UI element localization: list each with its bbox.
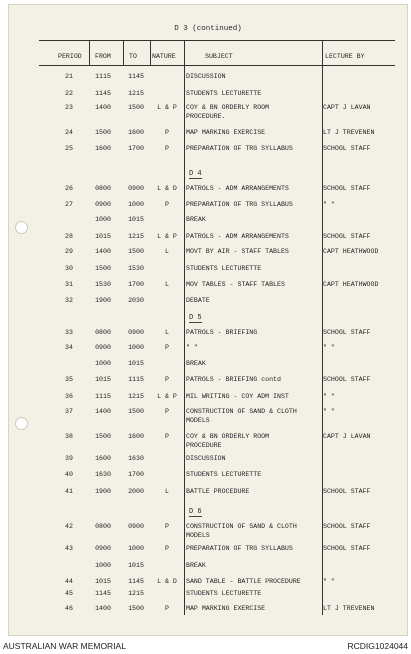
to-cell: 1215 xyxy=(128,393,144,400)
to-cell: 1215 xyxy=(128,590,144,597)
nature-cell: L xyxy=(165,281,169,288)
nature-cell: L & D xyxy=(157,185,177,192)
table-row xyxy=(9,471,407,483)
col-header-nature: NATURE xyxy=(152,53,176,60)
top-rule xyxy=(39,40,395,41)
table-row xyxy=(9,605,407,617)
lecture-by-cell: SCHOOL STAFF xyxy=(323,523,371,530)
col-header-from: FROM xyxy=(95,53,111,60)
to-cell: 1630 xyxy=(128,455,144,462)
lecture-by-cell: CAPT J LAVAN xyxy=(323,104,371,111)
to-cell: 1015 xyxy=(128,562,144,569)
to-cell: 1500 xyxy=(128,605,144,612)
table-row xyxy=(9,376,407,388)
period-cell: 43 xyxy=(65,545,73,552)
table-row xyxy=(9,90,407,102)
period-cell: 42 xyxy=(65,523,73,530)
from-cell: 1500 xyxy=(95,265,111,272)
subject-cell: PREPARATION OF TRG SYLLABUS xyxy=(186,145,293,152)
lecture-by-cell: " " xyxy=(323,578,335,585)
subject-cell: BREAK xyxy=(186,360,206,367)
to-cell: 0900 xyxy=(128,329,144,336)
subject-cell: SAND TABLE - BATTLE PROCEDURE xyxy=(186,578,301,585)
subject-cell-continued: MODELS xyxy=(186,532,210,539)
period-cell: 23 xyxy=(65,104,73,111)
table-row xyxy=(9,455,407,467)
to-cell: 0900 xyxy=(128,523,144,530)
from-cell: 1115 xyxy=(95,73,111,80)
from-cell: 0900 xyxy=(95,201,111,208)
to-cell: 1015 xyxy=(128,360,144,367)
from-cell: 1400 xyxy=(95,248,111,255)
table-row xyxy=(9,145,407,157)
subject-cell: BATTLE PROCEDURE xyxy=(186,488,250,495)
to-cell: 1115 xyxy=(128,376,144,383)
table-row xyxy=(9,360,407,372)
col-header-period: PERIOD xyxy=(58,53,82,60)
document-page xyxy=(8,4,408,636)
to-cell: 0900 xyxy=(128,185,144,192)
table-row xyxy=(9,185,407,197)
col-header-to: TO xyxy=(129,53,137,60)
to-cell: 1015 xyxy=(128,216,144,223)
table-row xyxy=(9,578,407,590)
lecture-by-cell: SCHOOL STAFF xyxy=(323,376,371,383)
lecture-by-cell: SCHOOL STAFF xyxy=(323,233,371,240)
lecture-by-cell: SCHOOL STAFF xyxy=(323,145,371,152)
subject-cell: STUDENTS LECTURETTE xyxy=(186,471,262,478)
table-row xyxy=(9,488,407,500)
to-cell: 1500 xyxy=(128,104,144,111)
from-cell: 1015 xyxy=(95,233,111,240)
subject-cell: PREPARATION OF TRG SYLLABUS xyxy=(186,545,293,552)
subject-cell: COY & BN ORDERLY ROOM xyxy=(186,433,270,440)
subject-cell: PATROLS - ADM ARRANGEMENTS xyxy=(186,233,289,240)
period-cell: 25 xyxy=(65,145,73,152)
lecture-by-cell: SCHOOL STAFF xyxy=(323,488,371,495)
page-heading: D 3 (continued) xyxy=(174,25,242,33)
from-cell: 1115 xyxy=(95,393,111,400)
nature-cell: P xyxy=(165,344,169,351)
col-divider xyxy=(123,40,124,66)
period-cell: 31 xyxy=(65,281,73,288)
nature-cell: L xyxy=(165,488,169,495)
period-cell: 27 xyxy=(65,201,73,208)
col-divider xyxy=(89,40,90,66)
table-row xyxy=(9,329,407,341)
table-row xyxy=(9,248,407,260)
subject-cell: MOV TABLES - STAFF TABLES xyxy=(186,281,285,288)
lecture-by-cell: " " xyxy=(323,201,335,208)
subject-cell: STUDENTS LECTURETTE xyxy=(186,90,262,97)
period-cell: 24 xyxy=(65,129,73,136)
day-section-heading: D 5 xyxy=(189,314,202,322)
nature-cell: P xyxy=(165,408,169,415)
subject-cell: DISCUSSION xyxy=(186,73,226,80)
table-row xyxy=(9,73,407,85)
nature-cell: L & D xyxy=(157,578,177,585)
to-cell: 2030 xyxy=(128,297,144,304)
from-cell: 1600 xyxy=(95,455,111,462)
table-row xyxy=(9,129,407,141)
period-cell: 41 xyxy=(65,488,73,495)
from-cell: 1015 xyxy=(95,578,111,585)
table-row xyxy=(9,433,407,449)
subject-cell: DISCUSSION xyxy=(186,455,226,462)
table-row xyxy=(9,590,407,602)
from-cell: 1500 xyxy=(95,433,111,440)
table-row xyxy=(9,545,407,557)
from-cell: 1630 xyxy=(95,471,111,478)
period-cell: 28 xyxy=(65,233,73,240)
subject-cell: BREAK xyxy=(186,562,206,569)
lecture-by-cell: SCHOOL STAFF xyxy=(323,329,371,336)
nature-cell: L xyxy=(165,329,169,336)
subject-cell-continued: PROCEDURE. xyxy=(186,113,226,120)
period-cell: 36 xyxy=(65,393,73,400)
table-row xyxy=(9,104,407,120)
nature-cell: L xyxy=(165,248,169,255)
nature-cell: P xyxy=(165,201,169,208)
from-cell: 1145 xyxy=(95,90,111,97)
lecture-by-cell: " " xyxy=(323,393,335,400)
from-cell: 1000 xyxy=(95,216,111,223)
table-row xyxy=(9,523,407,539)
lecture-by-cell: CAPT J LAVAN xyxy=(323,433,371,440)
table-row xyxy=(9,281,407,293)
from-cell: 1900 xyxy=(95,488,111,495)
period-cell: 46 xyxy=(65,605,73,612)
footer-source: AUSTRALIAN WAR MEMORIAL xyxy=(3,641,126,651)
nature-cell: P xyxy=(165,523,169,530)
nature-cell: P xyxy=(165,605,169,612)
day-section-heading: D 6 xyxy=(189,508,202,516)
period-cell: 44 xyxy=(65,578,73,585)
to-cell: 1000 xyxy=(128,344,144,351)
from-cell: 1145 xyxy=(95,590,111,597)
period-cell: 38 xyxy=(65,433,73,440)
period-cell: 34 xyxy=(65,344,73,351)
from-cell: 1400 xyxy=(95,408,111,415)
lecture-by-cell: LT J TREVENEN xyxy=(323,129,375,136)
to-cell: 1000 xyxy=(128,201,144,208)
to-cell: 1215 xyxy=(128,233,144,240)
lecture-by-cell: " " xyxy=(323,408,335,415)
nature-cell: L & P xyxy=(157,233,177,240)
period-cell: 35 xyxy=(65,376,73,383)
subject-cell: PATROLS - BRIEFING contd xyxy=(186,376,281,383)
from-cell: 1015 xyxy=(95,376,111,383)
footer-id: RCDIG1024044 xyxy=(347,641,408,651)
to-cell: 1700 xyxy=(128,281,144,288)
subject-cell: COY & BN ORDERLY ROOM xyxy=(186,104,270,111)
subject-cell: CONSTRUCTION OF SAND & CLOTH xyxy=(186,523,297,530)
subject-cell: DEBATE xyxy=(186,297,210,304)
subject-cell: MAP MARKING EXERCISE xyxy=(186,129,266,136)
lecture-by-cell: " " xyxy=(323,344,335,351)
subject-cell: MOVT BY AIR - STAFF TABLES xyxy=(186,248,289,255)
period-cell: 40 xyxy=(65,471,73,478)
from-cell: 0800 xyxy=(95,185,111,192)
subject-cell-continued: MODELS xyxy=(186,417,210,424)
from-cell: 1000 xyxy=(95,360,111,367)
nature-cell: L & P xyxy=(157,104,177,111)
subject-cell: BREAK xyxy=(186,216,206,223)
period-cell: 32 xyxy=(65,297,73,304)
from-cell: 1400 xyxy=(95,605,111,612)
from-cell: 0900 xyxy=(95,545,111,552)
from-cell: 1500 xyxy=(95,129,111,136)
to-cell: 1700 xyxy=(128,471,144,478)
nature-cell: P xyxy=(165,545,169,552)
col-header-lecture-by: LECTURE BY xyxy=(325,53,365,60)
to-cell: 1600 xyxy=(128,433,144,440)
period-cell: 39 xyxy=(65,455,73,462)
to-cell: 2000 xyxy=(128,488,144,495)
period-cell: 29 xyxy=(65,248,73,255)
subject-cell: STUDENTS LECTURETTE xyxy=(186,590,262,597)
to-cell: 1145 xyxy=(128,578,144,585)
period-cell: 37 xyxy=(65,408,73,415)
to-cell: 1145 xyxy=(128,73,144,80)
from-cell: 1600 xyxy=(95,145,111,152)
to-cell: 1215 xyxy=(128,90,144,97)
lecture-by-cell: CAPT HEATHWOOD xyxy=(323,281,379,288)
subject-cell: STUDENTS LECTURETTE xyxy=(186,265,262,272)
nature-cell: P xyxy=(165,376,169,383)
table-row xyxy=(9,562,407,574)
lecture-by-cell: SCHOOL STAFF xyxy=(323,185,371,192)
from-cell: 1000 xyxy=(95,562,111,569)
table-row xyxy=(9,393,407,405)
from-cell: 1530 xyxy=(95,281,111,288)
to-cell: 1700 xyxy=(128,145,144,152)
lecture-by-cell: CAPT HEATHWOOD xyxy=(323,248,379,255)
period-cell: 22 xyxy=(65,90,73,97)
to-cell: 1500 xyxy=(128,408,144,415)
subject-cell: MIL WRITING - COY ADM INST xyxy=(186,393,289,400)
period-cell: 21 xyxy=(65,73,73,80)
col-header-subject: SUBJECT xyxy=(205,53,233,60)
table-row xyxy=(9,201,407,213)
table-row xyxy=(9,344,407,356)
col-divider xyxy=(150,40,151,66)
nature-cell: P xyxy=(165,129,169,136)
to-cell: 1600 xyxy=(128,129,144,136)
table-row xyxy=(9,216,407,228)
header-rule xyxy=(39,65,395,66)
day-section-heading: D 4 xyxy=(189,170,202,178)
table-row xyxy=(9,265,407,277)
subject-cell: PATROLS - BRIEFING xyxy=(186,329,258,336)
table-row xyxy=(9,233,407,245)
nature-cell: L & P xyxy=(157,393,177,400)
subject-cell: MAP MARKING EXERCISE xyxy=(186,605,266,612)
table-row xyxy=(9,297,407,309)
nature-cell: P xyxy=(165,433,169,440)
to-cell: 1000 xyxy=(128,545,144,552)
period-cell: 26 xyxy=(65,185,73,192)
table-row xyxy=(9,408,407,424)
subject-cell: PATROLS - ADM ARRANGEMENTS xyxy=(186,185,289,192)
footer xyxy=(0,636,411,654)
subject-cell: PREPARATION OF TRG SYLLABUS xyxy=(186,201,293,208)
subject-cell: CONSTRUCTION OF SAND & CLOTH xyxy=(186,408,297,415)
period-cell: 30 xyxy=(65,265,73,272)
subject-cell: " " xyxy=(186,344,198,351)
from-cell: 0900 xyxy=(95,344,111,351)
to-cell: 1530 xyxy=(128,265,144,272)
nature-cell: P xyxy=(165,145,169,152)
from-cell: 1900 xyxy=(95,297,111,304)
from-cell: 0800 xyxy=(95,523,111,530)
from-cell: 0800 xyxy=(95,329,111,336)
to-cell: 1500 xyxy=(128,248,144,255)
subject-cell-continued: PROCEDURE xyxy=(186,442,222,449)
from-cell: 1400 xyxy=(95,104,111,111)
lecture-by-cell: SCHOOL STAFF xyxy=(323,545,371,552)
period-cell: 33 xyxy=(65,329,73,336)
period-cell: 45 xyxy=(65,590,73,597)
lecture-by-cell: LT J TREVENEN xyxy=(323,605,375,612)
